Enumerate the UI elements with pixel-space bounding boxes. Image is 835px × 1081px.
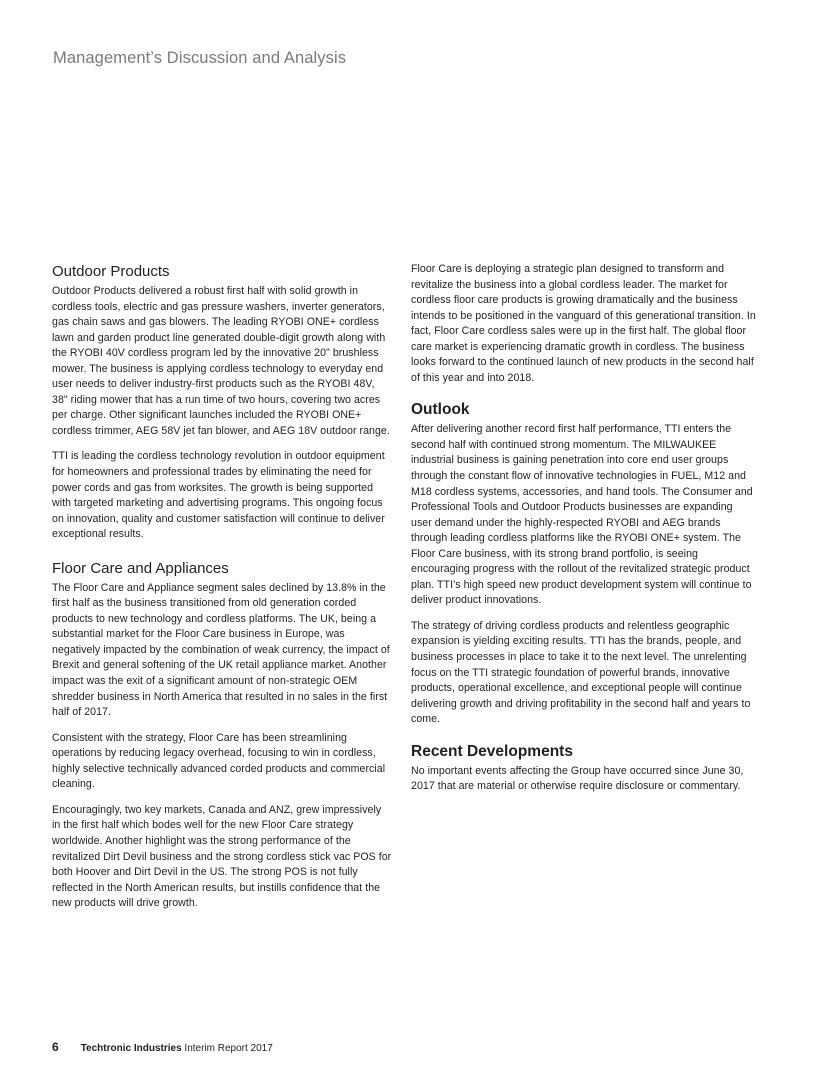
footer-company-name: Techtronic Industries [80,1043,182,1054]
outlook-heading: Outlook [411,401,470,419]
page-number: 6 [52,1040,59,1054]
outdoor-products-heading: Outdoor Products [52,263,170,280]
outlook-paragraph-1: After delivering another record first half performance, TTI enters the second half with continued strong momentum. The MILWAUKEE industrial business is gaining penetration into core end user groups through the constant flow of innovative technologies in FUEL, M12 and M18 cordless systems, accessories, and hand tools. The Consumer and Professional Tools and Outdoor Products businesses are expanding user demand under the highly-respected RYOBI and AEG brands through leading cordless platforms like the RYOBI ONE+ system. The Floor Care business, with its strong brand portfolio, is seeing encouraging progress with the rollout of the revitalized strategic product plan. TTI’s high speed new product development system will continue to deliver product innovations. [411,423,753,607]
floor-care-continued-paragraph: Floor Care is deploying a strategic plan designed to transform and revitalize the business into a global cordless leader. The market for cordless floor care products is growing dramatically and the business intends to be positioned in the vanguard of this generational transition. In fact, Floor Care cordless sales were up in the first half. The global floor care market is experiencing dramatic growth in cordless. The business looks forward to the continued launch of new products in the second half of this year and into 2018. [411,263,756,384]
outdoor-products-paragraph-1: Outdoor Products delivered a robust first half with solid growth in cordless tools, electric and gas pressure washers, inverter generators, gas chain saws and gas blowers. The leading RYOBI ONE+ cordless lawn and garden product line generated double-digit growth along with the RYOBI 40V cordless program led by the innovative 20" brushless mower. The business is applying cordless technology to everyday end user needs to deliver industry-first products such as the RYOBI 48V, 38" riding mower that has a run time of two hours, covering two acres per charge. Other significant launches included the RYOBI ONE+ cordless trimmer, AEG 58V jet fan blower, and AEG 18V outdoor range. [52,285,390,437]
floor-care-paragraph-2: Consistent with the strategy, Floor Care has been streamlining operations by reducing legacy overhead, focusing to win in cordless, highly selective technically advanced corded products and commercial cleaning. [52,731,386,791]
floor-care-paragraph-1: The Floor Care and Appliance segment sales declined by 13.8% in the first half as the business transitioned from old generation corded products to new technology and cordless platforms. The UK, being a substantial market for the Floor Care business in Europe, was negatively impacted by the combination of weak currency, the impact of Brexit and general softening of the UK retail appliance market. Another impact was the exit of a significant amount of non-strategic OEM shredder business in North America that resulted in no sales in the first half of 2017. [52,581,390,719]
outdoor-products-paragraph-2: TTI is leading the cordless technology revolution in outdoor equipment for homeowners and professional trades by eliminating the need for power cords and gas from worksites. The growth is being supported with targeted marketing and advertising programs. This ongoing focus on innovation, quality and customer satisfaction will continue to deliver exceptional results. [52,450,385,541]
footer-report-title: Interim Report 2017 [181,1043,273,1054]
page-title: Management’s Discussion and Analysis [53,49,347,67]
left-column [52,262,392,922]
floor-care-paragraph-3: Encouragingly, two key markets, Canada and ANZ, grew impressively in the first half which bodes well for the new Floor Care strategy worldwide. Another highlight was the strong performance of the revitalized Dirt Devil business and the strong cordless stick vac POS for both Hoover and Dirt Devil in the US. The strong POS is not fully reflected in the North American results, but instills confidence that the new products will drive growth. [52,803,392,910]
recent-developments-paragraph: No important events affecting the Group have occurred since June 30, 2017 that are material or otherwise require disclosure or commentary. [411,764,744,793]
right-column [411,262,756,805]
page-footer [52,1040,273,1054]
floor-care-heading: Floor Care and Appliances [52,559,229,577]
outlook-paragraph-2: The strategy of driving cordless products and relentless geographic expansion is yielding exciting results. TTI has the brands, people, and business processes in place to take it to the next level. The unrelenting focus on the TTI strategic foundation of powerful brands, innovative products, operational excellence, and exceptional people will continue delivering growth and driving profitability in the second half and years to come. [411,619,751,726]
recent-developments-heading: Recent Developments [411,742,573,760]
